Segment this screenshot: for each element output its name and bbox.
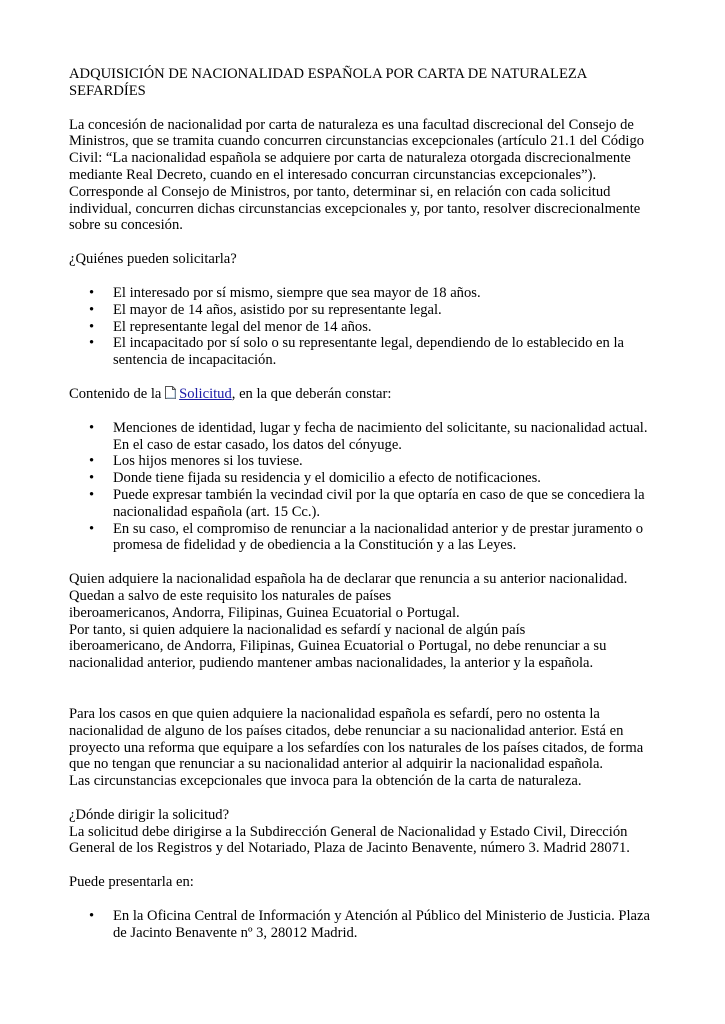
reform-line: proyecto una reforma que equipare a los sefardíes con los naturales de los países citados, de forma	[69, 739, 644, 756]
list-item: • En su caso, el compromiso de renunciar a la nacionalidad anterior y de prestar juramento o promesa de fidelidad y de obediencia a la Constitución y a las Leyes.	[113, 521, 659, 555]
list-item: • El mayor de 14 años, asistido por su representante legal.	[113, 302, 659, 319]
renounce-line: Por tanto, si quien adquiere la nacionalidad es sefardí y nacional de algún país	[69, 621, 526, 638]
reform-line: Para los casos en que quien adquiere la nacionalidad española es sefardí, pero no ostenta la	[69, 705, 600, 722]
renounce-line: nacionalidad anterior, pudiendo mantener ambas nacionalidades, la anterior y la española.	[69, 655, 594, 672]
reform-line: nacionalidad de alguno de los países citados, debe renunciar a su nacionalidad anterior. Está en	[69, 722, 624, 739]
list-item: • Puede expresar también la vecindad civil por la que optaría en caso de que se concediera la nacionalidad española (art. 15 Cc.).	[113, 487, 659, 521]
intro-line: Civil: “La nacionalidad española se adquiere por carta de naturaleza otorgada discrecionalmente	[69, 150, 631, 167]
where-line: La solicitud debe dirigirse a la Subdirección General de Nacionalidad y Estado Civil, Dirección	[69, 823, 628, 840]
intro-line: Corresponde al Consejo de Ministros, por tanto, determinar si, en relación con cada solicitud	[69, 183, 611, 200]
reform-paragraph	[69, 706, 659, 790]
intro-line: La concesión de nacionalidad por carta de naturaleza es una facultad discrecional del Consejo de	[69, 116, 634, 133]
list-item: • Los hijos menores si los tuviese.	[113, 453, 659, 470]
where-section	[69, 807, 659, 857]
intro-line: individual, concurren dichas circunstancias excepcionales y, por tanto, resolver discrecionalmente	[69, 200, 641, 217]
list-item: • El representante legal del menor de 14 años.	[113, 319, 659, 336]
renounce-paragraph	[69, 571, 659, 672]
list-item: • El interesado por sí mismo, siempre que sea mayor de 18 años.	[113, 285, 659, 302]
who-heading: ¿Quiénes pueden solicitarla?	[69, 251, 237, 268]
list-item: • Menciones de identidad, lugar y fecha de nacimiento del solicitante, su nacionalidad actual. En el caso de estar casado, los datos del cónyuge.	[113, 420, 659, 454]
reform-line: que no tengan que renunciar a su nacionalidad anterior al adquirir la nacionalidad española.	[69, 756, 604, 773]
intro-line: sobre su concesión.	[69, 217, 183, 234]
list-item: • En la Oficina Central de Información y Atención al Público del Ministerio de Justicia. Plaza de Jacinto Benavente nº 3, 28012 Madrid.	[113, 908, 659, 942]
contents-intro	[69, 386, 659, 403]
renounce-line: iberoamericano, de Andorra, Filipinas, Guinea Ecuatorial o Portugal, no debe renunciar a su	[69, 638, 607, 655]
list-item: • Donde tiene fijada su residencia y el domicilio a efecto de notificaciones.	[113, 470, 659, 487]
document-page	[69, 66, 659, 942]
intro-paragraph	[69, 117, 659, 235]
contents-suffix: , en la que deberán constar:	[231, 385, 392, 402]
solicitud-link[interactable]: Solicitud	[179, 385, 232, 402]
where-line: General de los Registros y del Notariado, Plaza de Jacinto Benavente, número 3. Madrid 28071.	[69, 840, 630, 857]
submit-list	[69, 908, 659, 942]
title-text: ADQUISICIÓN DE NACIONALIDAD ESPAÑOLA POR CARTA DE NATURALEZA SEFARDÍES	[69, 66, 587, 99]
page-title	[69, 66, 659, 100]
reform-line: Las circunstancias excepcionales que invoca para la obtención de la carta de naturaleza.	[69, 773, 582, 790]
document-icon	[165, 386, 176, 399]
renounce-line: Quien adquiere la nacionalidad española ha de declarar que renuncia a su anterior nacionalidad.	[69, 571, 628, 588]
contents-prefix: Contenido de la	[69, 385, 162, 402]
contents-list	[69, 420, 659, 554]
renounce-line: Quedan a salvo de este requisito los naturales de países	[69, 587, 392, 604]
intro-line: mediante Real Decreto, cuando en el interesado concurran circunstancias excepcionales”).	[69, 166, 597, 183]
who-list	[69, 285, 659, 369]
list-item: • El incapacitado por sí solo o su representante legal, dependiendo de lo establecido en la sentencia de incapacitación.	[113, 335, 659, 369]
submit-heading: Puede presentarla en:	[69, 874, 194, 891]
intro-line: Ministros, que se tramita cuando concurren circunstancias excepcionales (artículo 21.1 del Código	[69, 133, 645, 150]
where-heading: ¿Dónde dirigir la solicitud?	[69, 806, 230, 823]
renounce-line: iberoamericanos, Andorra, Filipinas, Guinea Ecuatorial o Portugal.	[69, 604, 460, 621]
